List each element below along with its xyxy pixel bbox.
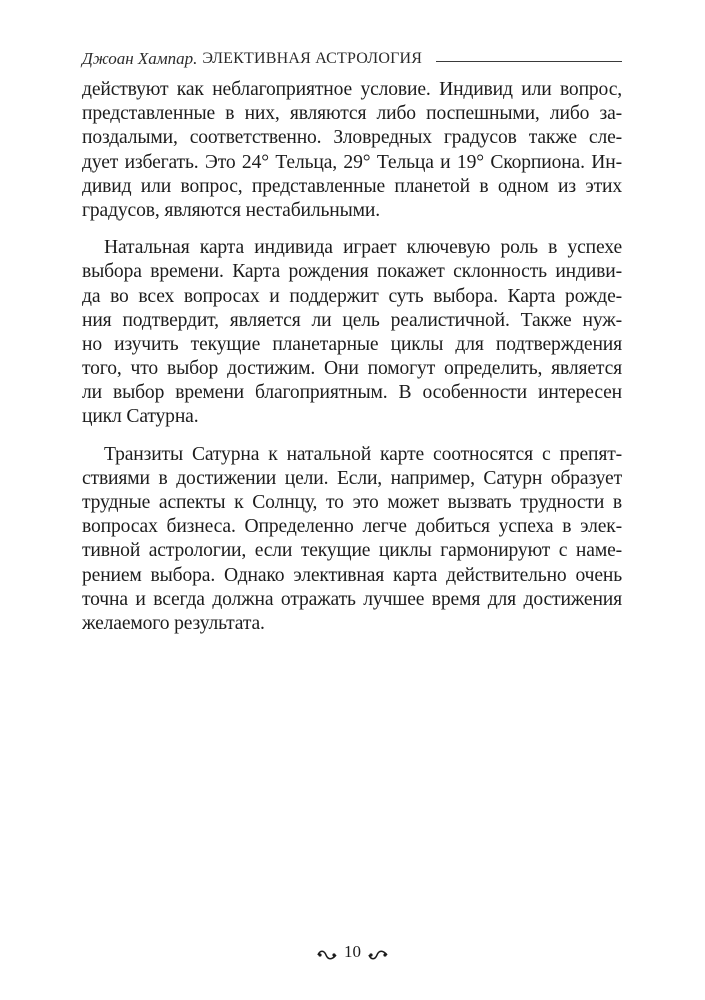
text-line: желаемого результата.	[82, 612, 265, 634]
text-line: тивной астрологии, если текущие циклы гармонируют с наме-	[82, 540, 622, 562]
text-line: Транзиты Сатурна к натальной карте соотносятся с препят-	[104, 443, 622, 465]
text-line: дивид или вопрос, представленные планетой в одном из этих	[82, 175, 622, 197]
header-author: Джоан Хампар.	[82, 49, 198, 68]
text-line: ствиями в достижении цели. Если, например, Сатурн образует	[82, 467, 622, 489]
text-line: точна и всегда должна отражать лучшее время для достижения	[82, 588, 622, 610]
text-line: представленные в них, являются либо поспешными, либо за-	[82, 103, 622, 125]
page-number: 10	[344, 942, 361, 961]
text-line: градусов, являются нестабильными.	[82, 199, 380, 221]
body-text	[82, 78, 622, 636]
ornament-right-icon	[367, 946, 389, 958]
page-footer	[0, 942, 705, 962]
ornament-left-icon	[316, 946, 338, 958]
text-line: поздалыми, соответственно. Зловредных градусов также сле-	[82, 127, 622, 149]
running-header	[82, 48, 622, 70]
paragraph-3	[82, 443, 622, 637]
paragraph-2	[82, 236, 622, 430]
text-line: вопросах бизнеса. Определенно легче добиться успеха в элек-	[82, 516, 622, 538]
text-line: рением выбора. Однако элективная карта действительно очень	[82, 564, 622, 586]
text-line: ния подтвердит, является ли цель реалистичной. Также нуж-	[82, 309, 622, 331]
text-line: да во всех вопросах и поддержит суть выбора. Карта рожде-	[82, 285, 622, 307]
paragraph-1	[82, 78, 622, 223]
text-line: цикл Сатурна.	[82, 406, 199, 428]
text-line: но изучить текущие планетарные циклы для подтверждения	[82, 333, 622, 355]
text-line: Натальная карта индивида играет ключевую роль в успехе	[104, 237, 622, 259]
header-rule	[436, 61, 622, 62]
text-line: дует избегать. Это 24° Тельца, 29° Тельца и 19° Скорпиона. Ин-	[82, 151, 622, 173]
text-line: того, что выбор достижим. Они помогут определить, является	[82, 358, 622, 380]
header-title: ЭЛЕКТИВНАЯ АСТРОЛОГИЯ	[202, 50, 423, 67]
text-line: ли выбор времени благоприятным. В особенности интересен	[82, 382, 622, 404]
text-line: выбора времени. Карта рождения покажет склонность индиви-	[82, 261, 622, 283]
text-line: трудные аспекты к Солнцу, то это может вызвать трудности в	[82, 492, 622, 513]
text-line: действуют как неблагоприятное условие. Индивид или вопрос,	[82, 79, 622, 100]
